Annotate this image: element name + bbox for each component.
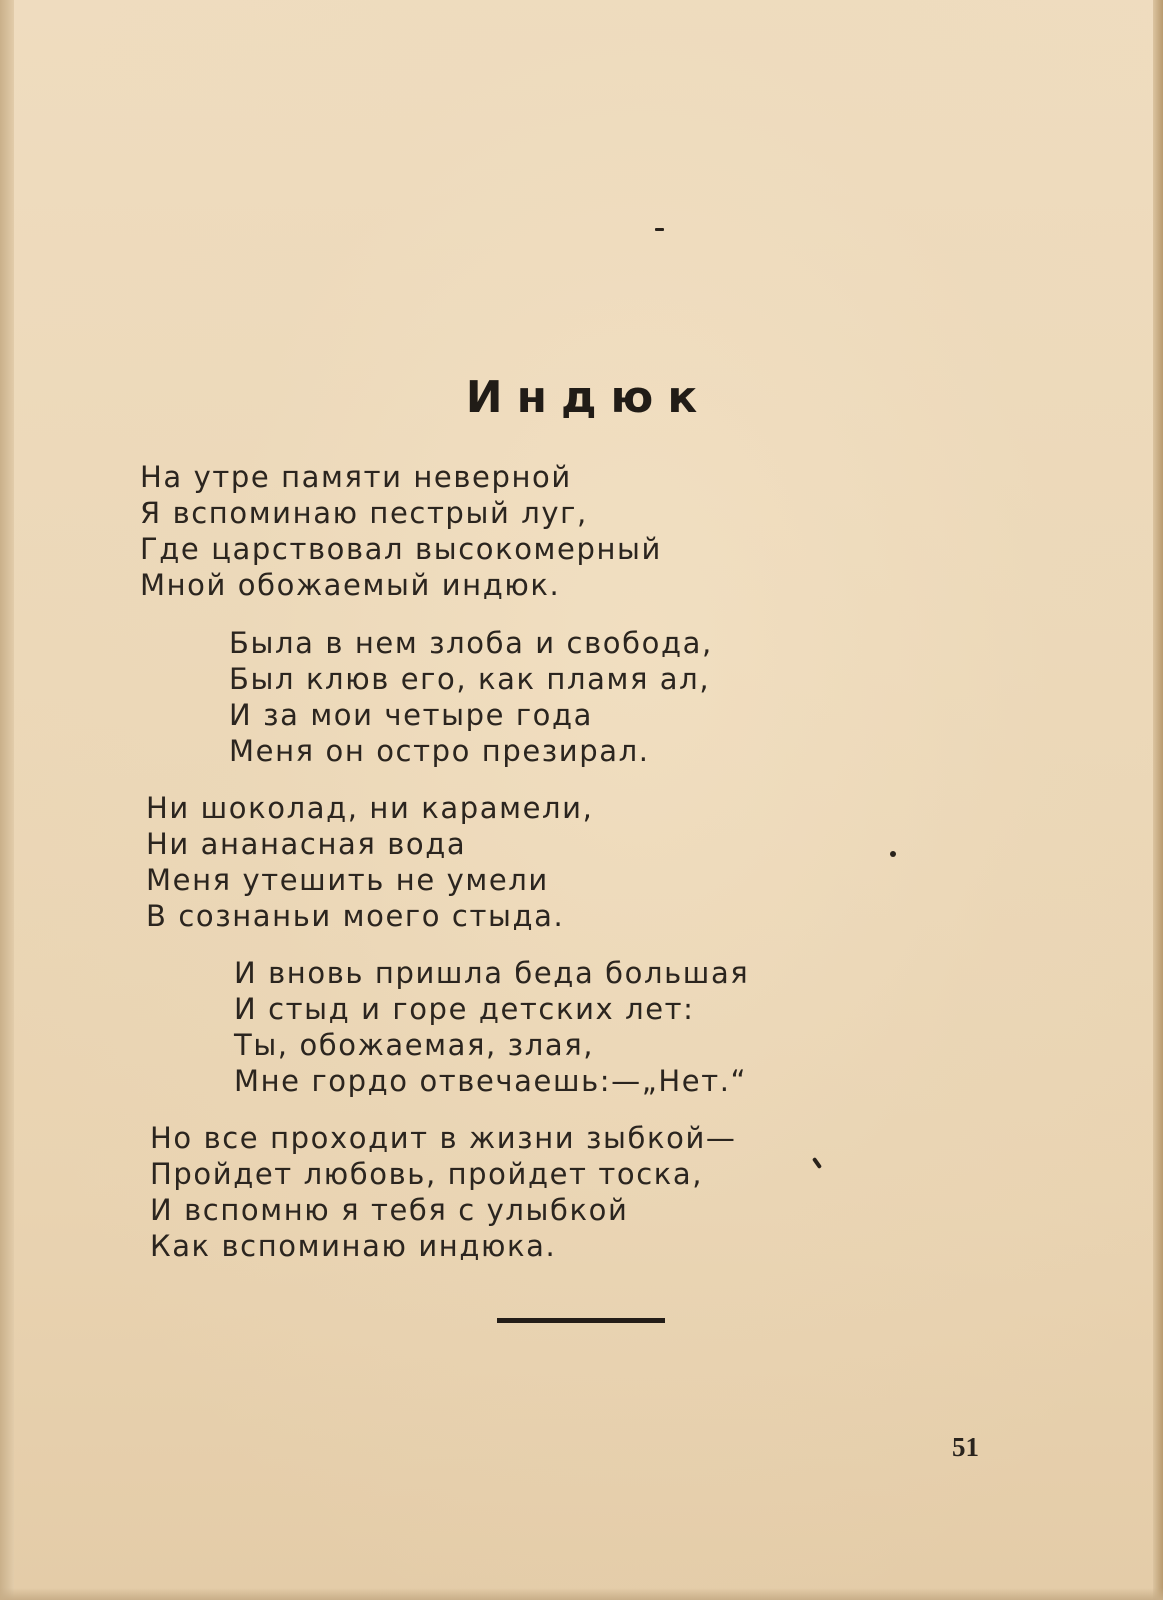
- stanza-4: [234, 955, 749, 1099]
- poem-line: Был клюв его, как пламя ал,: [229, 662, 711, 696]
- poem-line: Ни ананасная вода: [146, 827, 467, 861]
- poem-title: Индюк: [465, 372, 712, 423]
- poem-line: И вспомню я тебя с улыбкой: [150, 1193, 629, 1227]
- poem-line: Меня он остро презирал.: [229, 734, 650, 768]
- stanza-5: [150, 1120, 737, 1264]
- poem-line: Меня утешить не умели: [146, 863, 549, 897]
- stanza-3: [146, 790, 593, 934]
- poem-line: Я вспоминаю пестрый луг,: [140, 496, 588, 530]
- poem-line: Но все проходит в жизни зыбкой—: [150, 1121, 737, 1155]
- print-speck: [890, 851, 896, 857]
- poem-line: И стыд и горе детских лет:: [234, 992, 695, 1026]
- poem-line: И за мои четыре года: [229, 698, 594, 732]
- poem-line: В сознаньи моего стыда.: [146, 899, 565, 933]
- poem-line: И вновь пришла беда большая: [234, 956, 750, 990]
- poem-line: Как вспоминаю индюка.: [150, 1229, 557, 1263]
- stanza-2: [229, 625, 713, 769]
- poem-line: Ты, обожаемая, злая,: [234, 1028, 595, 1062]
- poem-line: Была в нем злоба и свобода,: [229, 626, 713, 660]
- end-rule: [497, 1318, 665, 1323]
- page-edge-left: [0, 0, 14, 1600]
- print-speck: [812, 1157, 822, 1169]
- poem-line: Мной обожаемый индюк.: [140, 568, 561, 602]
- page-number: 51: [952, 1432, 979, 1462]
- poem-line: Пройдет любовь, пройдет тоска,: [150, 1157, 704, 1191]
- page-edge-right: [1153, 0, 1163, 1600]
- page-edge-bottom: [0, 1588, 1163, 1600]
- poem-line: Где царствовал высокомерный: [140, 532, 662, 566]
- stanza-1: [140, 459, 662, 603]
- poem-line: Ни шоколад, ни карамели,: [146, 791, 594, 825]
- print-speck: [655, 228, 664, 231]
- poem-line: Мне гордо отвечаешь:—„Нет.“: [234, 1064, 748, 1098]
- poem-line: На утре памяти неверной: [140, 460, 572, 494]
